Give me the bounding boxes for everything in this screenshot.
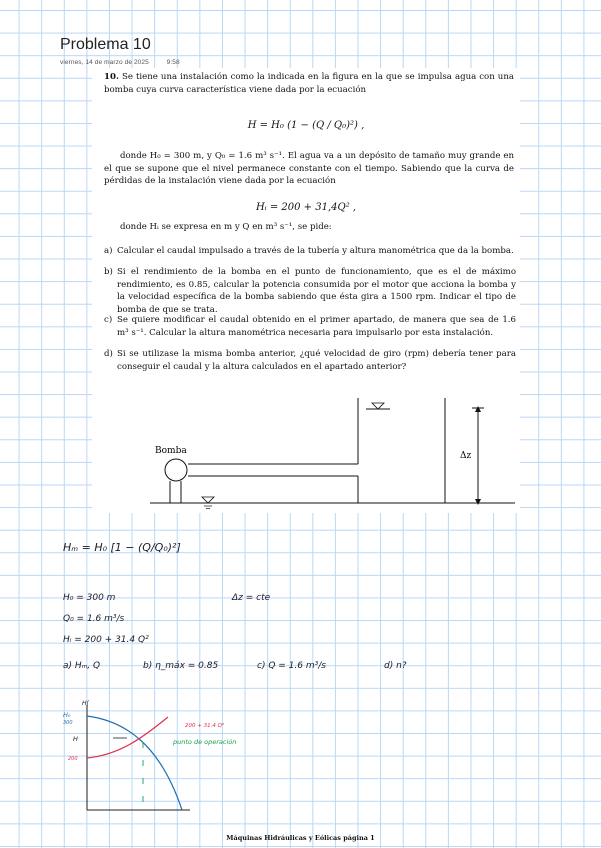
question-a-label: a) bbox=[104, 246, 113, 256]
equation-pump-curve: H = H₀ (1 − (Q / Q₀)²) , bbox=[247, 120, 365, 131]
question-c-text: Se quiere modificar el caudal obtenido en el primer apartado, de manera que sea de 1.6 m³ s⁻¹. Calcular la altura manométrica necesaria para impulsarlo por esta instalación. bbox=[117, 315, 516, 338]
graph-axes bbox=[87, 705, 190, 810]
question-b-label: b) bbox=[104, 267, 113, 277]
graph-y-axis-label: H( bbox=[82, 700, 89, 707]
note-ask-d: d) n? bbox=[384, 661, 407, 671]
graph-h-label: H bbox=[73, 735, 78, 743]
note-h0: H₀ = 300 m bbox=[63, 593, 116, 603]
note-ask-c: c) Q = 1.6 m³/s bbox=[257, 661, 326, 671]
question-d-label: d) bbox=[104, 349, 113, 359]
dz-label: Δz bbox=[460, 451, 472, 461]
note-ask-a: a) Hₘ, Q bbox=[63, 661, 101, 671]
question-c-label: c) bbox=[104, 315, 113, 325]
note-hi: Hᵢ = 200 + 31.4 Q² bbox=[63, 635, 149, 645]
install-curve-label: 200 + 31.4 Q² bbox=[185, 723, 225, 729]
question-d-text: Si se utilizase la misma bomba anterior, ¿qué velocidad de giro (rpm) debería tener para conseguir el caudal y la altura calculados en el apartado anterior? bbox=[117, 349, 516, 372]
note-dz: Δz = cte bbox=[232, 593, 271, 603]
page-title: Problema 10 bbox=[60, 36, 151, 53]
question-b-text: Si el rendimiento de la bomba en el punto de funcionamiento, que es el de máximo rendimiento, es 0.85, calcular la potencia consumida por el motor que acciona la bomba y la velocidad específica de la bomba sabiendo que ésta gira a 1500 rpm. Indicar el tipo de bomba de que se trata. bbox=[117, 267, 516, 315]
op-point-label: punto de operación bbox=[173, 738, 237, 746]
question-a-text: Calcular el caudal impulsado a través de la tubería y altura manométrica que da la bomba. bbox=[117, 246, 514, 256]
pump-label: Bomba bbox=[155, 446, 187, 456]
installation-curve bbox=[87, 717, 168, 758]
note-ask-b: b) η_máx = 0.85 bbox=[143, 661, 219, 671]
graph-200-label: 200 bbox=[68, 756, 78, 762]
equation-loss-curve: Hᵢ = 200 + 31,4Q² , bbox=[255, 202, 357, 213]
date-text: viernes, 14 de marzo de 2025 bbox=[60, 59, 149, 66]
problem-intro-text: Se tiene una instalación como la indicada en la figura en la que se impulsa agua con una bomba cuya curva característica viene dada por la ecuación bbox=[104, 72, 514, 95]
problem-data: donde H₀ = 300 m, y Q₀ = 1.6 m³ s⁻¹. El agua va a un depósito de tamaño muy grande en el que se supone que el nivel permanece constante con el tiempo. Sabiendo que la curva de pérdidas de la instalación viene dada por la ecuación bbox=[104, 151, 514, 187]
note-q0: Q₀ = 1.6 m³/s bbox=[63, 614, 125, 624]
problem-where: donde Hᵢ se expresa en m y Q en m³ s⁻¹, se pide: bbox=[120, 222, 332, 232]
pump-curve bbox=[87, 716, 182, 810]
problem-number: 10. bbox=[104, 72, 119, 82]
time-text: 9:58 bbox=[166, 59, 180, 66]
note-pump-equation: Hₘ = H₀ [1 − (Q/Q₀)²] bbox=[63, 541, 181, 554]
graph-h0-sub-label: 300 bbox=[63, 720, 73, 726]
graph-h0-label: H₀ bbox=[63, 711, 71, 719]
page-footer: Máquinas Hidráulicas y Eólicas página 1 bbox=[226, 834, 375, 842]
